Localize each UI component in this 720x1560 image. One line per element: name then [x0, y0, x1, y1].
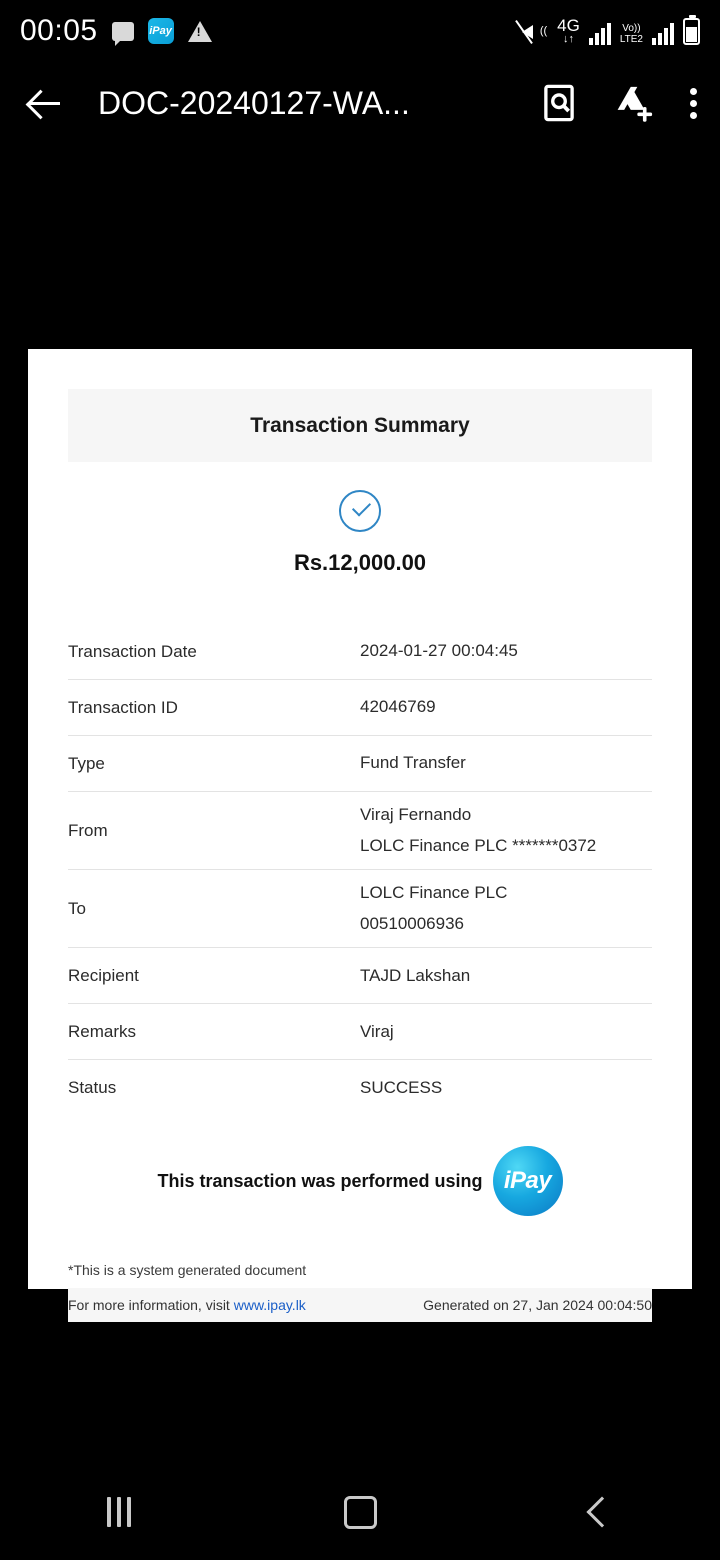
row-value: Viraj — [360, 1021, 394, 1041]
document-title: Transaction Summary — [250, 413, 470, 437]
amount-value: Rs.12,000.00 — [293, 550, 427, 575]
performed-using-text: This transaction was performed using — [157, 1170, 483, 1191]
back-arrow-icon[interactable] — [22, 81, 66, 125]
row-value-secondary: 00510006936 — [360, 913, 465, 933]
table-row — [68, 624, 652, 680]
row-value: Viraj Fernando LOLC Finance PLC *******0372 — [360, 800, 596, 861]
battery-icon — [683, 18, 700, 45]
app-bar-actions — [538, 82, 698, 124]
recents-icon[interactable] — [107, 1497, 131, 1527]
footer-link[interactable]: www.ipay.lk — [233, 1297, 306, 1314]
chat-icon — [112, 22, 134, 41]
row-label: From — [68, 820, 108, 840]
table-row — [68, 680, 652, 736]
status-clock: 00:05 — [20, 14, 98, 47]
table-row — [68, 870, 652, 948]
document-page[interactable] — [28, 349, 692, 1314]
row-label: To — [68, 898, 86, 918]
app-bar — [0, 62, 720, 144]
footer-left — [68, 1297, 306, 1313]
table-row — [68, 1004, 652, 1060]
home-icon[interactable] — [344, 1496, 377, 1529]
more-options-icon[interactable] — [690, 82, 698, 124]
table-row — [68, 948, 652, 1004]
footer-text: For more information, visit — [68, 1297, 234, 1314]
document-footer — [68, 1288, 652, 1322]
row-label: Status — [68, 1078, 117, 1098]
row-value: TAJD Lakshan — [360, 965, 471, 985]
signal-bars-icon-1 — [589, 21, 611, 45]
ipay-logo-icon: iPay — [493, 1146, 563, 1216]
footer-generated-on: Generated on 27, Jan 2024 00:04:50 — [423, 1297, 652, 1314]
details-table — [68, 624, 652, 1116]
performed-using-row — [68, 1146, 652, 1216]
status-bar-left — [20, 14, 212, 48]
row-value: 2024-01-27 00:04:45 — [360, 641, 518, 661]
table-row — [68, 736, 652, 792]
volte-icon: Vo)) LTE2 — [619, 23, 643, 45]
row-label: Remarks — [68, 1021, 137, 1041]
row-value: LOLC Finance PLC 00510006936 — [360, 878, 507, 939]
row-value: Fund Transfer — [360, 753, 466, 773]
check-circle-icon — [339, 490, 381, 532]
add-to-drive-icon[interactable] — [614, 82, 656, 124]
nav-back-icon[interactable] — [587, 1496, 618, 1527]
mute-icon: (( — [522, 19, 548, 45]
find-icon[interactable] — [538, 82, 580, 124]
document-header — [68, 389, 652, 462]
success-check-wrap — [68, 490, 652, 532]
row-label: Transaction ID — [68, 697, 178, 717]
table-row — [68, 792, 652, 870]
table-row — [68, 1060, 652, 1116]
status-bar — [0, 0, 720, 62]
status-badge: SUCCESS — [360, 1078, 443, 1098]
row-value: 42046769 — [360, 697, 436, 717]
row-label: Type — [68, 753, 105, 773]
network-type-icon: 4G ↓↑ — [557, 16, 580, 45]
warning-icon — [188, 21, 212, 42]
system-generated-note: *This is a system generated document — [68, 1262, 307, 1279]
status-bar-right — [522, 17, 700, 45]
row-label: Transaction Date — [68, 641, 197, 661]
ipay-icon: iPay — [148, 18, 174, 44]
signal-bars-icon-2 — [652, 21, 674, 45]
page-title: DOC-20240127-WA... — [98, 84, 410, 121]
system-nav-bar — [0, 1464, 720, 1560]
row-label: Recipient — [68, 965, 139, 985]
row-value-secondary: LOLC Finance PLC *******0372 — [360, 835, 597, 855]
